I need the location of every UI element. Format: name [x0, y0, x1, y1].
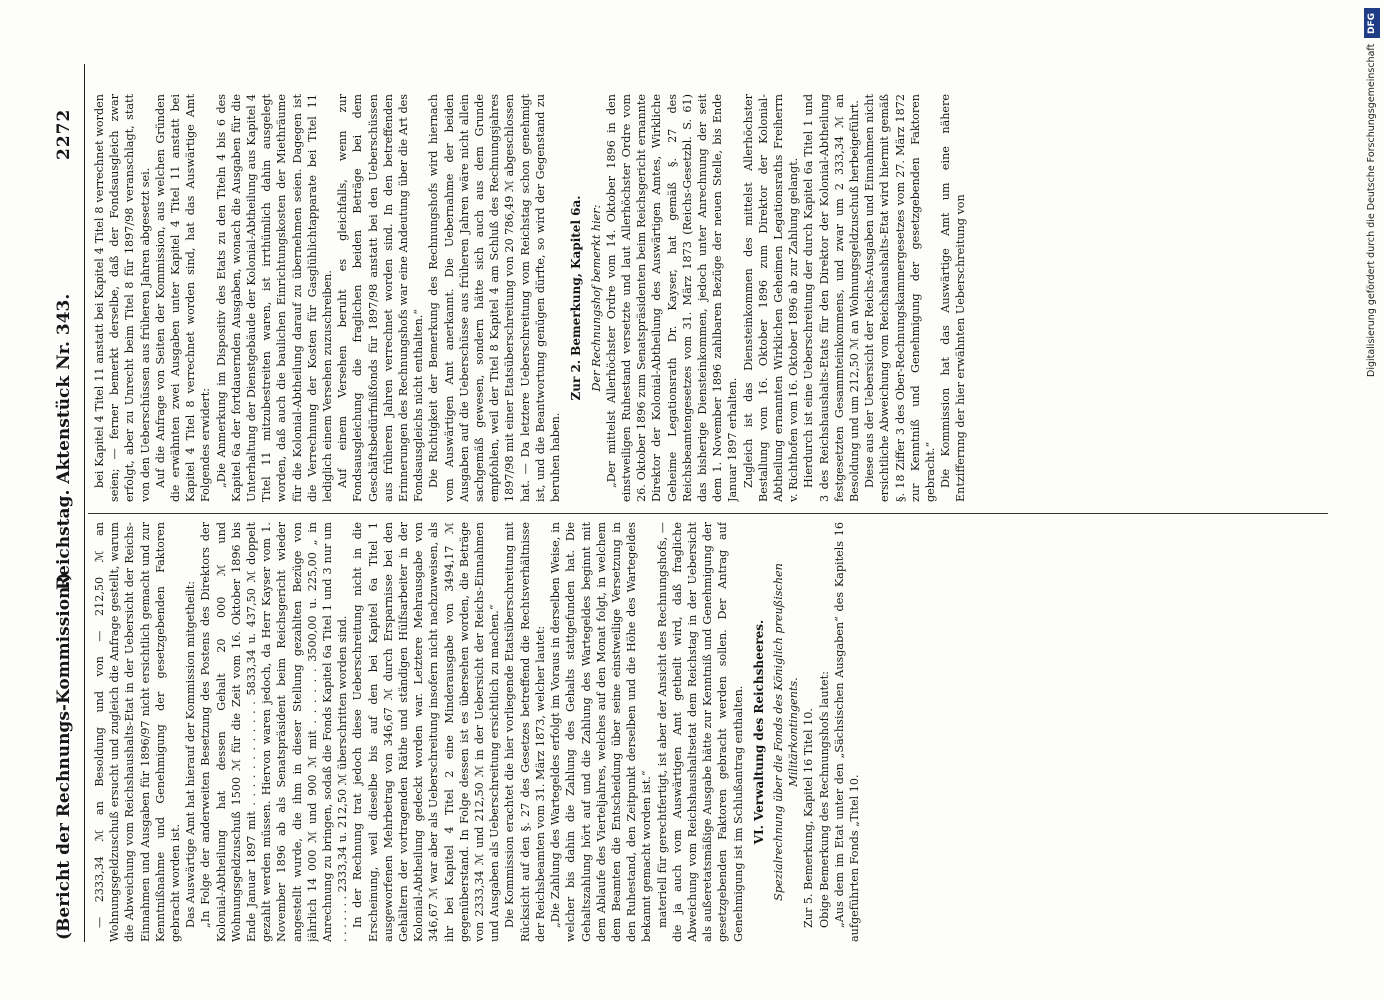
- paragraph: Diese aus der Uebersicht der Reichs-Ausgaben und Einnahmen nicht ersichtliche Abweichung vom Reichshaushalts-Etat wird hiermit gemäß §. 18 Ziffer 3 des Ober-Rechnungskammergesetzes vom 27. März 1872 zur Kenntniß und Genehmigung der gesetzgebenden Faktoren gebracht.“: [863, 94, 937, 502]
- paragraph: „Der mittelst Allerhöchster Ordre vom 14. Oktober 1896 in den einstweiligen Ruhestand versetzte und laut Allerhöchster Ordre vom 26. Oktober 1896 zum Senatspräsidenten beim Reichsgericht ernannte Direktor der Kolonial-Abtheilung des Auswärtigen Amtes, Wirkliche Geheime Legationsrath Dr. Kayser, hat gemäß §. 27 des Reichsbeamtengesetzes vom 31. März 1873 (Reichs-Gesetzbl. S. 61) das bisherige Diensteinkommen, jedoch unter Anrechnung der seit dem 1. November 1896 zahlbaren Bezüge der neuen Stelle, bis Ende Januar 1897 erhalten.: [604, 94, 740, 502]
- paragraph: „In Folge der anderweiten Besetzung des Postens des Direktors der Kolonial-Abtheilung hat dessen Gehalt 20 000 ℳ und Wohnungsgeldzuschuß 1500 ℳ für die Zeit vom 16. Oktober 1896 bis Ende Januar 1897 mit . . . . . . . . . . . . 5833,34 u. 437,50 ℳ doppelt gezahlt werden müssen. Hiervon waren jedoch, da Herr Kayser vom 1. November 1896 ab als Senatspräsident beim Reichsgericht wieder angestellt wurde, die ihm in dieser Stellung gezahlten Bezüge von jährlich 14 000 ℳ und 900 ℳ mit . . . . . . 3500,00 u. 225,00 „ in Anrechnung zu bringen, sodaß die Fonds Kapitel 6a Titel 1 und 3 nur um . . . . . . . 2333,34 u. 212,50 ℳ überschritten worden sind.: [199, 522, 350, 942]
- paragraph: materiell für gerechtfertigt, ist aber der Ansicht des Rechnungshofs, — die ja auch vom Auswärtigen Amt getheilt wird, daß fragliche Abweichung vom Reichshaushaltsetat dem Reichstag in der Uebersicht als außeretatsmäßige Ausgabe hätte zur Kenntniß und Genehmigung der gesetzgebenden Faktoren gebracht werden sollen. Der Antrag auf Genehmigung ist im Schlußantrag enthalten.: [655, 522, 745, 942]
- paragraph: Auf die Anfrage von Seiten der Kommission, aus welchen Gründen die erwähnten zwei Ausgaben unter Kapitel 4 Titel 11 anstatt bei Kapitel 4 Titel 8 verrechnet worden sind, hat das Auswärtige Amt Folgendes erwidert:: [153, 94, 213, 502]
- paragraph: Zugleich ist das Diensteinkommen des mittelst Allerhöchster Bestallung vom 16. Oktober 1896 zum Direktor der Kolonial-Abtheilung ernannten Wirklichen Geheimen Legationsraths Freiherrn v. Richthofen vom 16. Oktober 1896 ab zur Zahlung gelangt.: [741, 94, 801, 502]
- header-rule: [84, 64, 85, 942]
- paragraph: Auf einem Versehen beruht es gleichfalls, wenn zur Fondsausgleichung die fraglichen beiden Beträge bei dem Geschäftsbedürfnißfonds für 1897/98 anstatt bei den Ueberschüssen aus früheren Jahren verrechnet worden sind. In den betreffenden Erinnerungen des Rechnungshofs war eine Andeutung über die Art des Fondsausgleichs nicht enthalten.“: [336, 94, 426, 502]
- page-header-title: Reichstag. Aktenstück Nr. 343.: [54, 293, 74, 590]
- paragraph: Obige Bemerkung des Rechnungshofs lautet:: [817, 671, 831, 928]
- paragraph: Die Kommission hat das Auswärtige Amt um eine nähere Entziffernng der hier erwähnten Ueberschreitung von: [939, 94, 968, 502]
- section-heading: Zur 2. Bemerkung, Kapitel 6a.: [569, 195, 584, 401]
- page-header-section: (Bericht der Rechnungs-Kommission.): [54, 572, 74, 940]
- paragraph: Hierdurch ist eine Ueberschreitung der durch Kapitel 6a Titel 1 und 3 des Reichshaushalts-Etats für den Direktor der Kolonial-Abtheilung festgesetzten Gesammteinkommens, und zwar um 2 333,34 ℳ an Besoldung und um 212,50 ℳ an Wohnungsgeldzuschuß herbeigeführt.: [802, 94, 861, 502]
- dfg-logo: DFG: [1364, 8, 1380, 38]
- text-column-right: [92, 522, 1322, 942]
- centered-line: Spezialrechnung über die Fonds des Königlich preußischen Militärkontingents.: [771, 563, 801, 901]
- paragraph: In der Rechnung trat jedoch diese Ueberschreitung nicht in die Erscheinung, weil dieselbe bis auf den bei Kapitel 6a Titel 1 ausgeworfenen Mehrbetrag von 346,67 ℳ durch Ersparnisse bei den Gehältern der vortragenden Räthe und ständigen Hülfsarbeiter in der Kolonial-Abtheilung gedeckt worden war. Letztere Mehrausgabe von 346,67 ℳ war aber als Ueberschreitung insofern nicht nachzuweisen, als ihr bei Kapitel 4 Titel 2 eine Minderausgabe von 3494,17 ℳ gegenüberstand. In Folge dessen ist es übersehen worden, die Beträge von 2333,34 ℳ und 212,50 ℳ in der Uebersicht der Reichs-Einnahmen und Ausgaben als Ueberschreitung ersichtlich zu machen.“: [351, 522, 502, 942]
- page-number: 2272: [54, 108, 74, 160]
- paragraph: „Die Zahlung des Wartegeldes erfolgt im Voraus in derselben Weise, in welcher bis dahin die Zahlung des Gehalts stattgefunden hat. Die Gehaltszahlung hört auf und die Zahlung des Wartegeldes beginnt mit dem Ablaufe des Vierteljahres, welches auf den Monat folgt, in welchem dem Beamten die Entscheidung über seine einstweilige Versetzung in den Ruhestand, den Zeitpunkt derselben und die Höhe des Wartegeldes bekannt gemacht worden ist.“: [549, 522, 654, 942]
- paragraph: Das Auswärtige Amt hat hierauf der Kommission mitgetheilt:: [184, 581, 198, 928]
- paragraph: „Die Anmerkung im Dispositiv des Etats zu den Titeln 4 bis 6 des Kapitel 6a der fortdauernden Ausgaben, wonach die Ausgaben für die Unterhaltung der Dienstgebäude der Kolonial-Abtheilung aus Kapitel 4 Titel 11 mitzubestreiten waren, ist irrthümlich dahin ausgelegt worden, daß auch die baulichen Einrichtungskosten der Miethräume für die Kolonial-Abtheilung darauf zu übernehmen seien. Dagegen ist die Verrechnung der Kosten für Gasglühlichtapparate bei Titel 11 lediglich einem Versehen zuzuschreiben.: [214, 94, 335, 502]
- section-heading: VI. Verwaltung des Reichsheeres.: [751, 619, 766, 845]
- centered-line: Der Rechnungshof bemerkt hier:: [589, 204, 603, 392]
- paragraph: — 2333,34 ℳ an Besoldung und von — 212,50 ℳ an Wohnungsgeldzuschuß ersucht und zugleich die Anfrage gestellt, warum die Abweichung vom Reichshaushalts-Etat in der Uebersicht der Reichs-Einnahmen und Ausgaben für 1896/97 nicht ersichtlich gemacht und zur Kenntnißnahme und Genehmigung der gesetzgebenden Faktoren gebracht worden ist.: [93, 522, 183, 942]
- paragraph: Die Kommission erachtet die hier vorliegende Etatsüberschreitung mit Rücksicht auf den §. 27 des Gesetzes betreffend die Rechtsverhältnisse der Reichsbeamten vom 31. März 1873, welcher lautet:: [503, 522, 547, 942]
- column-divider: [88, 513, 1328, 514]
- paragraph: bei Kapitel 4 Titel 11 anstatt bei Kapitel 4 Titel 8 verrechnet worden seien; — ferner bemerkt derselbe, daß der Fondsausgleich zwar erfolgt, aber zu Unrecht beim Titel 8 für 1897/98 veranschlagt, statt von den Ueberschüssen aus früheren Jahren abgesetzt sei.: [93, 94, 152, 502]
- paragraph: „Aus dem im Etat unter den „Sächsischen Ausgaben“ des Kapitels 16 aufgeführten Fonds „Titel 10.: [832, 522, 861, 942]
- text-column-left: [92, 94, 1322, 502]
- digitization-credit: Digitalisierung gefördert durch die Deutsche Forschungsgemeinschaft: [1366, 44, 1377, 378]
- paragraph: Die Richtigkeit der Bemerkung des Rechnungshofs wird hiernach vom Auswärtigen Amt anerkannt. Die Uebernahme der beiden Ausgaben auf die Ueberschüsse aus früheren Jahren wäre nicht allein sachgemäß gewesen, sondern hätte sich auch aus dem Grunde empfohlen, weil der Titel 8 Kapitel 4 am Schluß des Rechnungsjahres 1897/98 mit einer Etatsüberschreitung von 20 786,49 ℳ abgeschlossen hat. — Da letztere Ueberschreitung vom Reichstag schon genehmigt ist, und die Beantwortung genügen dürfte, so wird der Gegenstand zu beruhen haben.: [427, 94, 563, 502]
- paragraph: Zur 5. Bemerkung, Kapitel 16 Titel 10.: [802, 708, 816, 928]
